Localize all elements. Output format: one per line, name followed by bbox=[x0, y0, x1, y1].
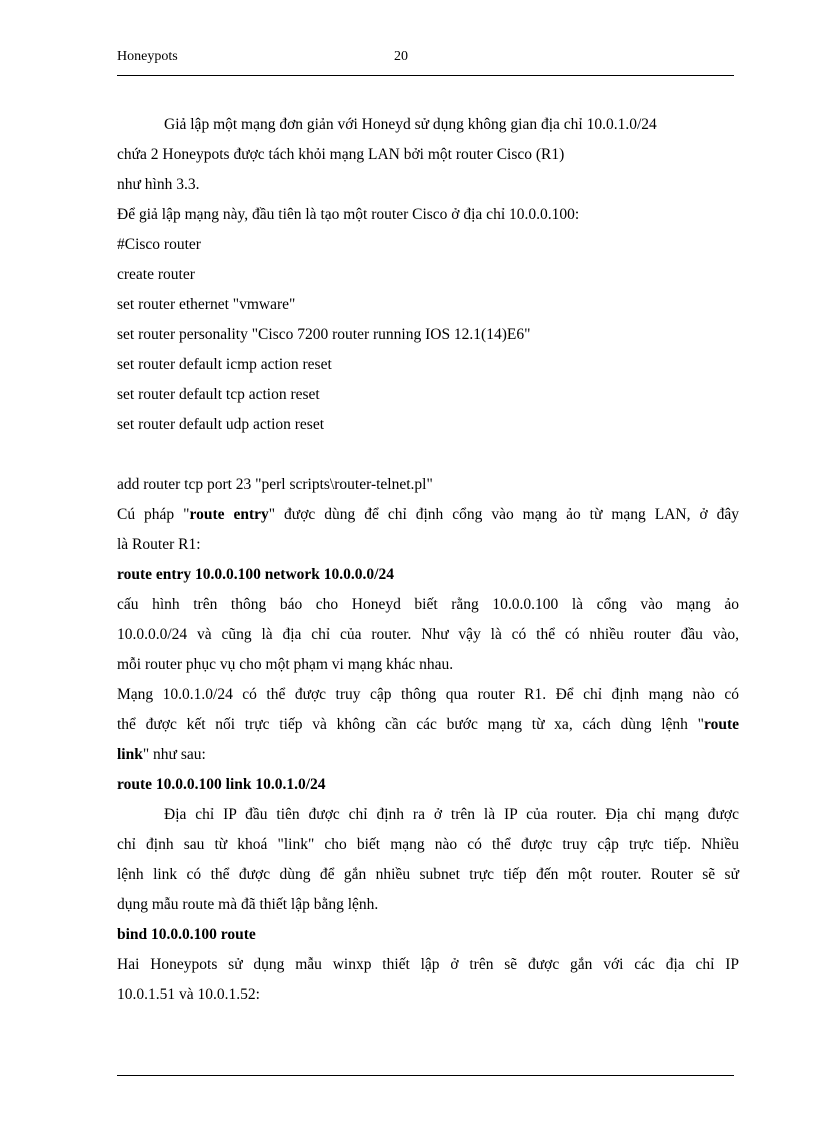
paragraph-line bbox=[117, 715, 739, 745]
paragraph-line bbox=[117, 745, 739, 775]
footer-rule bbox=[117, 1075, 734, 1076]
code-line: #Cisco router bbox=[117, 236, 201, 253]
paragraph-line: như hình 3.3. bbox=[117, 176, 200, 193]
command-route-link: route 10.0.0.100 link 10.0.1.0/24 bbox=[117, 776, 326, 793]
code-line: add router tcp port 23 "perl scripts\router-telnet.pl" bbox=[117, 476, 433, 493]
header-rule bbox=[117, 75, 734, 76]
header-title: Honeypots bbox=[117, 49, 178, 64]
paragraph-line bbox=[117, 505, 739, 535]
text-run: " được dùng để chỉ định cổng vào mạng ảo từ mạng LAN, ở đây bbox=[268, 506, 740, 523]
code-line: set router default tcp action reset bbox=[117, 386, 320, 403]
text-run: " như sau: bbox=[142, 746, 206, 763]
code-line: set router personality "Cisco 7200 router running IOS 12.1(14)E6" bbox=[117, 326, 531, 343]
paragraph-line: dụng mẫu route mà đã thiết lập bằng lệnh. bbox=[117, 896, 379, 913]
paragraph-line: Để giả lập mạng này, đầu tiên là tạo một router Cisco ở địa chỉ 10.0.0.100: bbox=[117, 206, 580, 223]
keyword-route-entry: route entry bbox=[189, 506, 269, 523]
paragraph-line: Giả lập một mạng đơn giản với Honeyd sử dụng không gian địa chỉ 10.0.1.0/24 bbox=[164, 116, 657, 133]
paragraph-line: Địa chỉ IP đầu tiên được chỉ định ra ở trên là IP của router. Địa chỉ mạng được bbox=[164, 806, 739, 823]
code-line: set router default icmp action reset bbox=[117, 356, 332, 373]
paragraph-line: Mạng 10.0.1.0/24 có thể được truy cập thông qua router R1. Để chỉ định mạng nào có bbox=[117, 686, 739, 703]
paragraph-line: 10.0.1.51 và 10.0.1.52: bbox=[117, 986, 260, 1003]
paragraph-line: là Router R1: bbox=[117, 536, 201, 553]
page-body bbox=[117, 115, 739, 1015]
page-header bbox=[117, 49, 734, 69]
text-run: thể được kết nối trực tiếp và không cần các bước mạng từ xa, cách dùng lệnh " bbox=[117, 716, 704, 733]
code-line: set router default udp action reset bbox=[117, 416, 325, 433]
paragraph-line: chỉ định sau từ khoá "link" cho biết mạng nào có thể được truy cập trực tiếp. Nhiều bbox=[117, 836, 739, 853]
code-line: create router bbox=[117, 266, 195, 283]
paragraph-line: chứa 2 Honeypots được tách khỏi mạng LAN bởi một router Cisco (R1) bbox=[117, 146, 565, 163]
page-number: 20 bbox=[394, 49, 408, 64]
paragraph-line: 10.0.0.0/24 và cũng là địa chỉ của router. Như vậy là có thể có nhiều router đầu vào, bbox=[117, 626, 739, 643]
text-run: Cú pháp " bbox=[117, 506, 190, 523]
paragraph-line: mỗi router phục vụ cho một phạm vi mạng khác nhau. bbox=[117, 656, 454, 673]
paragraph-line: cấu hình trên thông báo cho Honeyd biết rằng 10.0.0.100 là cổng vào mạng ảo bbox=[117, 596, 739, 613]
paragraph-line: Hai Honeypots sử dụng mẫu winxp thiết lập ở trên sẽ được gắn với các địa chỉ IP bbox=[117, 956, 739, 973]
keyword-link: link bbox=[117, 746, 143, 763]
blank-line bbox=[117, 445, 739, 475]
code-line: set router ethernet "vmware" bbox=[117, 296, 296, 313]
command-route-entry: route entry 10.0.0.100 network 10.0.0.0/24 bbox=[117, 566, 394, 583]
paragraph-line: lệnh link có thể được dùng để gắn nhiều subnet trực tiếp đến một router. Router sẽ sử bbox=[117, 866, 739, 883]
command-bind: bind 10.0.0.100 route bbox=[117, 926, 256, 943]
keyword-route: route bbox=[703, 716, 739, 733]
